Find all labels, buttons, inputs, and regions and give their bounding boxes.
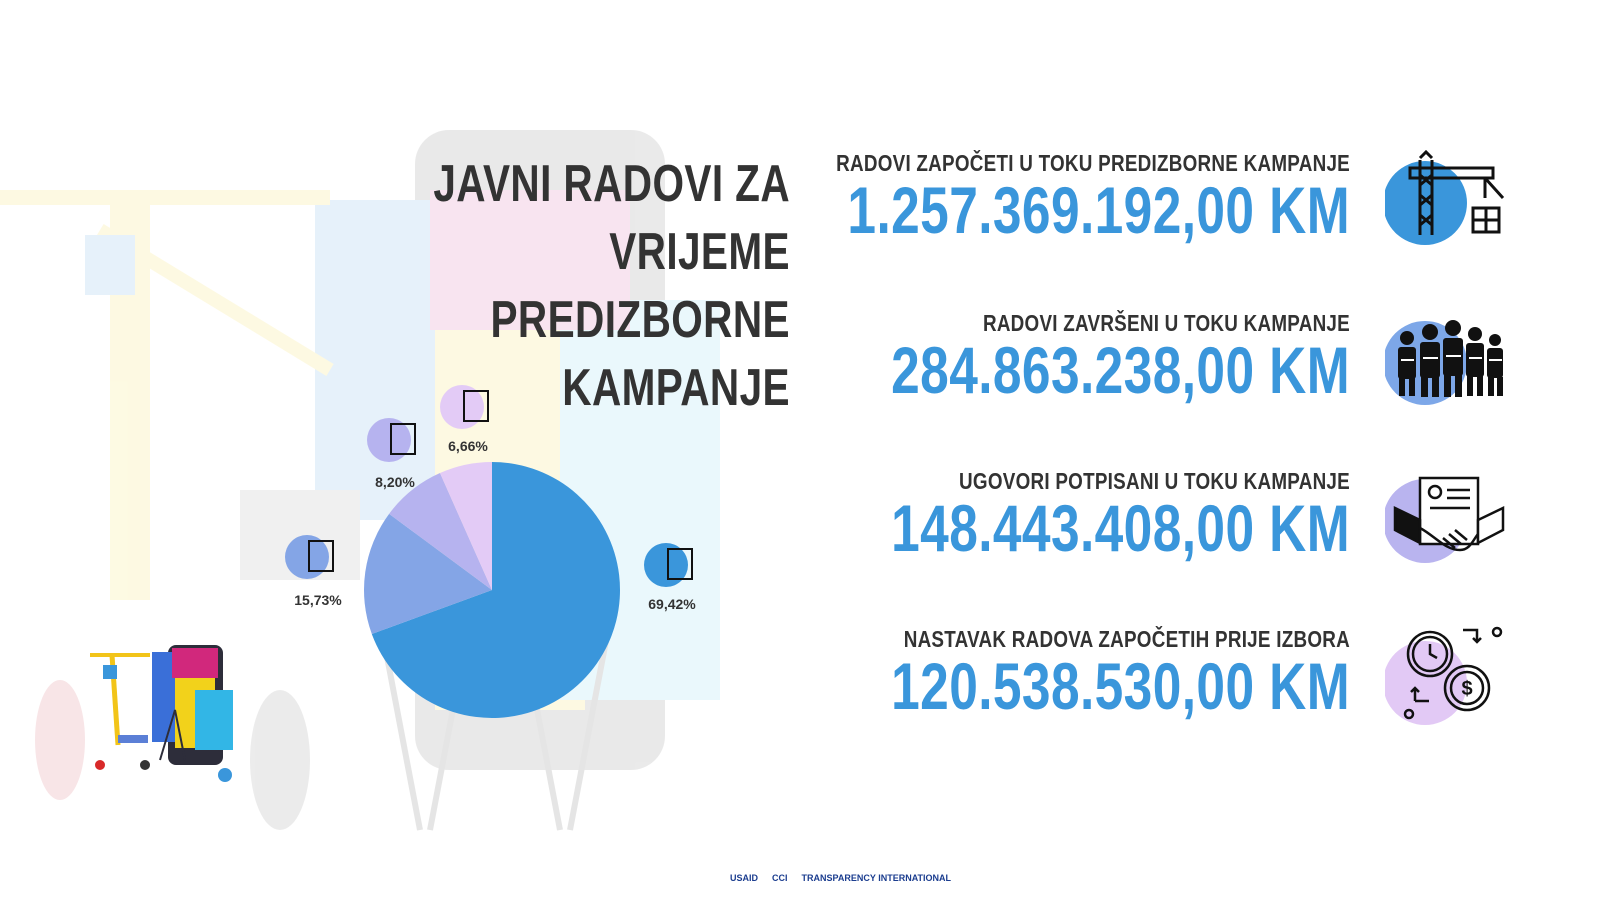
transparency-international-logo: TRANSPARENCY INTERNATIONAL: [801, 873, 952, 883]
stat-continuation: [590, 626, 1350, 721]
handshake-contract-icon: [1385, 468, 1515, 568]
stat-completed: [590, 310, 1350, 405]
title-line-2: PREDIZBORNE KAMPANJE: [490, 291, 790, 417]
usaid-logo: USAID: [730, 873, 759, 883]
sponsor-logos: [730, 868, 951, 888]
title-line-1: JAVNI RADOVI ZA VRIJEME: [433, 155, 790, 281]
pie-data-label: 6,66%: [448, 438, 488, 454]
stat-started: [590, 150, 1350, 245]
pie-data-label: 69,42%: [648, 596, 696, 612]
stat-label: RADOVI ZAVRŠENI U TOKU KAMPANJE: [982, 310, 1350, 336]
pie-data-label: 15,73%: [294, 592, 342, 608]
time-money-icon: [1385, 626, 1515, 726]
pie-data-label: 8,20%: [375, 474, 415, 490]
stat-value: 148.443.408,00 KM: [891, 491, 1350, 565]
stat-value: 120.538.530,00 KM: [891, 649, 1350, 723]
crane-icon: [1385, 150, 1515, 250]
cci-logo: CCI: [772, 873, 788, 883]
stat-label: RADOVI ZAPOČETI U TOKU PREDIZBORNE KAMPANJE: [836, 150, 1350, 176]
stat-value: 1.257.369.192,00 KM: [847, 173, 1350, 247]
stat-value: 284.863.238,00 KM: [891, 333, 1350, 407]
stat-contracts: [590, 468, 1350, 563]
workers-icon: [1385, 310, 1515, 410]
stat-label: UGOVORI POTPISANI U TOKU KAMPANJE: [959, 468, 1350, 494]
svg-text:$: $: [1461, 678, 1473, 700]
stat-label: NASTAVAK RADOVA ZAPOČETIH PRIJE IZBORA: [903, 626, 1350, 652]
